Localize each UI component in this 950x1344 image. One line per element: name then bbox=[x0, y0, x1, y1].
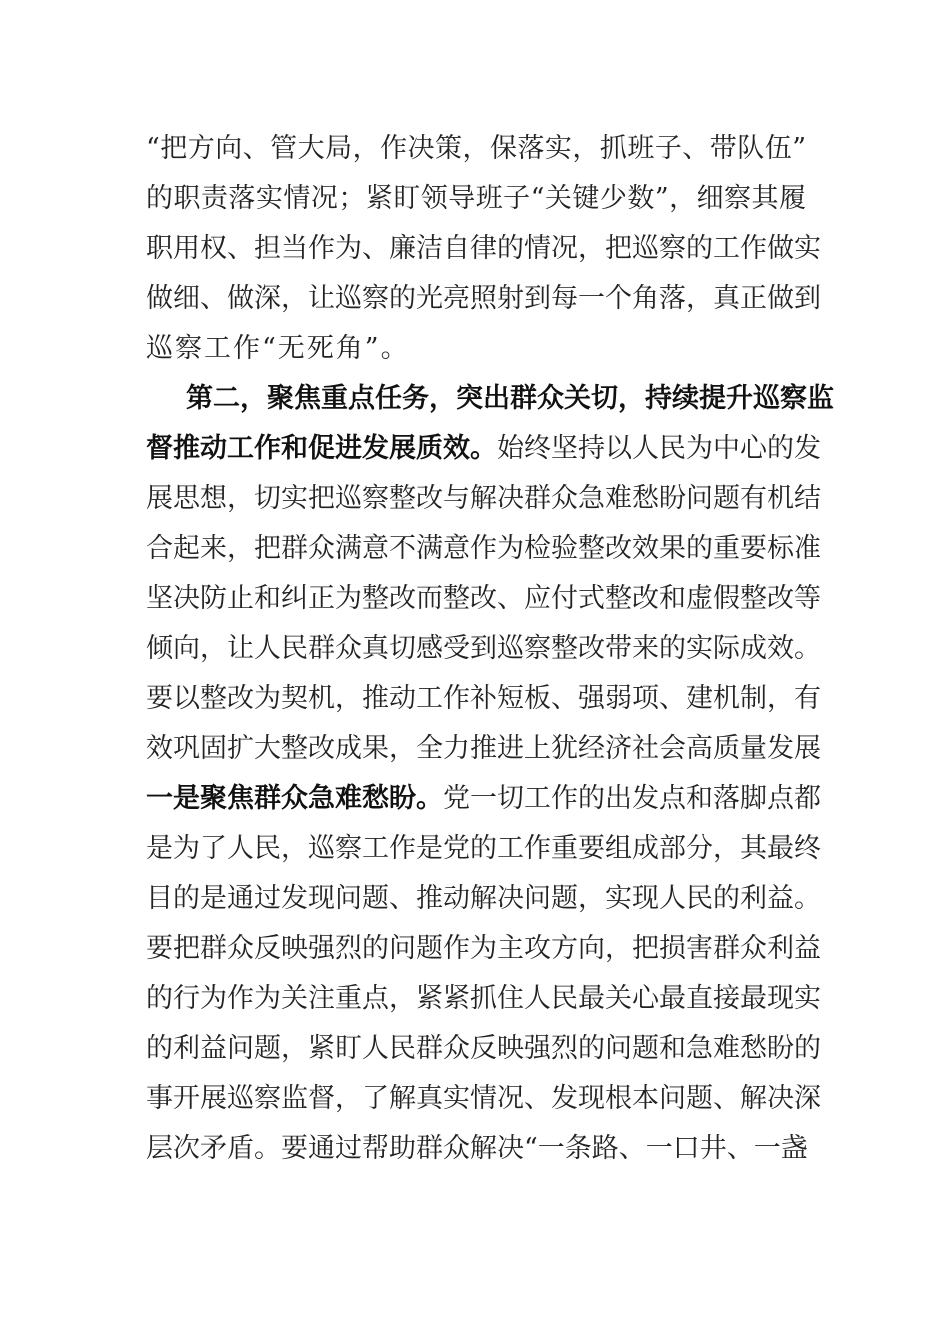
text-line bbox=[146, 424, 821, 474]
text-line bbox=[146, 324, 806, 374]
text-segment: 倾向，让人民群众真切感受到巡察整改带来的实际成效。 bbox=[146, 633, 821, 664]
text-segment: 的利益问题，紧盯人民群众反映强烈的问题和急难愁盼的 bbox=[146, 1033, 821, 1064]
text-segment: 效巩固扩大整改成果，全力推进上犹经济社会高质量发展 bbox=[146, 733, 821, 764]
text-segment: “把方向、管大局，作决策，保落实，抓班子、带队伍” bbox=[146, 133, 806, 164]
text-segment: 巡察工作“无死角”。 bbox=[146, 333, 410, 364]
text-line bbox=[146, 524, 821, 574]
text-segment: 的行为作为关注重点，紧紧抓住人民最关心最直接最现实 bbox=[146, 983, 821, 1014]
text-line bbox=[146, 174, 806, 224]
text-line bbox=[146, 874, 821, 924]
text-segment: 合起来，把群众满意不满意作为检验整改效果的重要标准 bbox=[146, 533, 821, 564]
text-segment: 做细、做深，让巡察的光亮照射到每一个角落，真正做到 bbox=[146, 283, 821, 314]
text-line bbox=[146, 724, 821, 774]
text-line bbox=[146, 574, 821, 624]
text-segment: 事开展巡察监督，了解真实情况、发现根本问题、解决深 bbox=[146, 1083, 821, 1114]
text-segment: 党一切工作的出发点和落脚点都 bbox=[443, 783, 821, 814]
text-segment: 目的是通过发现问题、推动解决问题，实现人民的利益。 bbox=[146, 883, 821, 914]
text-line bbox=[146, 674, 821, 724]
text-line bbox=[146, 624, 821, 674]
text-line bbox=[146, 1124, 806, 1174]
text-line bbox=[146, 1074, 821, 1124]
text-segment: 是为了人民，巡察工作是党的工作重要组成部分，其最终 bbox=[146, 833, 821, 864]
subheading: 一是聚焦群众急难愁盼。 bbox=[146, 783, 443, 814]
text-line bbox=[146, 224, 821, 274]
text-segment: 要以整改为契机，推动工作补短板、强弱项、建机制，有 bbox=[146, 683, 821, 714]
text-segment: 坚决防止和纠正为整改而整改、应付式整改和虚假整改等 bbox=[146, 583, 821, 614]
text-segment: 职用权、担当作为、廉洁自律的情况，把巡察的工作做实 bbox=[146, 233, 821, 264]
text-segment: 始终坚持以人民为中心的发 bbox=[497, 433, 821, 464]
text-line bbox=[146, 924, 821, 974]
section-heading-line bbox=[186, 374, 834, 424]
section-heading: 第二，聚焦重点任务，突出群众关切，持续提升巡察监 bbox=[186, 383, 834, 414]
text-line bbox=[146, 774, 821, 824]
text-segment: 要把群众反映强烈的问题作为主攻方向，把损害群众利益 bbox=[146, 933, 821, 964]
text-line bbox=[146, 974, 821, 1024]
text-line bbox=[146, 124, 806, 174]
text-segment: 展思想，切实把巡察整改与解决群众急难愁盼问题有机结 bbox=[146, 483, 821, 514]
text-segment: 层次矛盾。要通过帮助群众解决“一条路、一口井、一盏 bbox=[146, 1133, 808, 1164]
text-line bbox=[146, 474, 821, 524]
text-line bbox=[146, 824, 821, 874]
text-line bbox=[146, 1024, 821, 1074]
section-heading-cont: 督推动工作和促进发展质效。 bbox=[146, 433, 497, 464]
text-line bbox=[146, 274, 821, 324]
text-segment: 的职责落实情况；紧盯领导班子“关键少数”，细察其履 bbox=[146, 183, 806, 214]
